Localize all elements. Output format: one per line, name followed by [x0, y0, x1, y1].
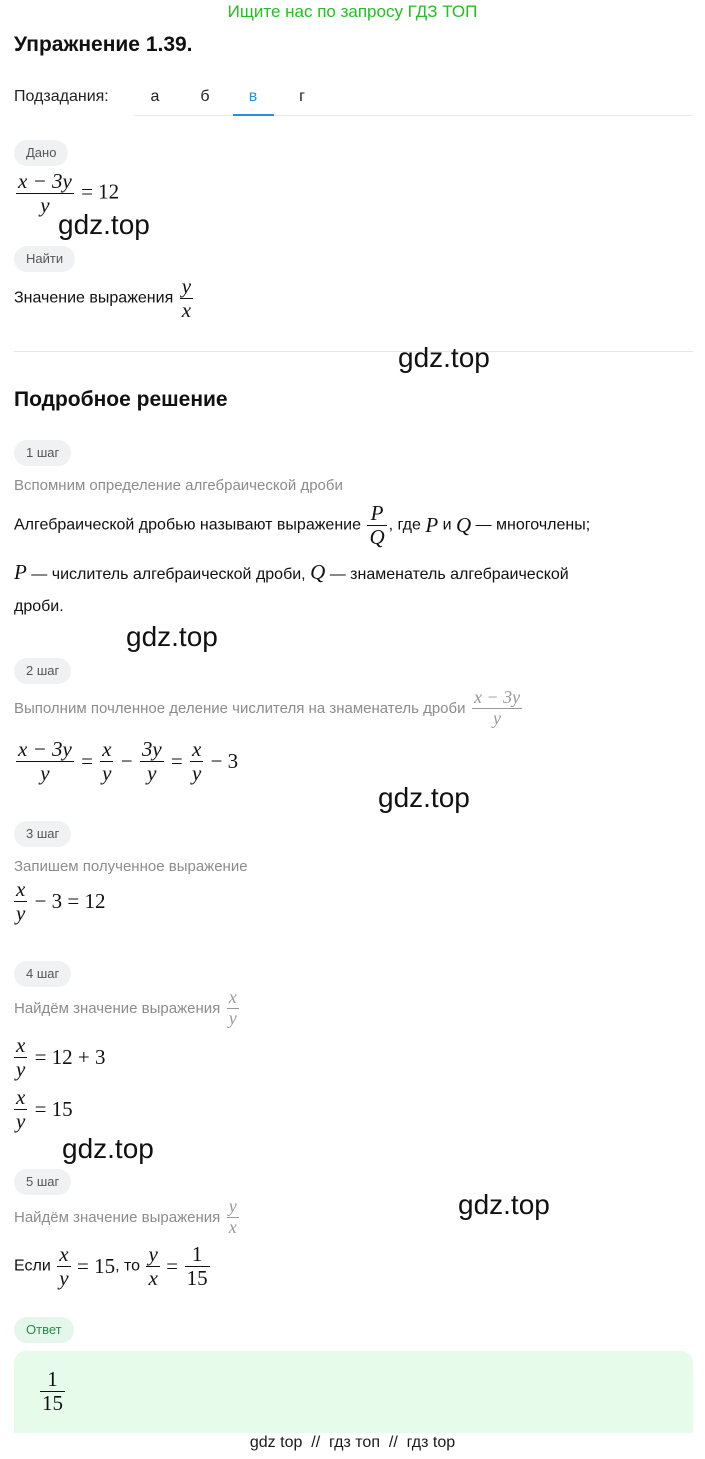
answer-box [14, 1351, 693, 1433]
step-5-badge: 5 шаг [14, 1169, 71, 1195]
step-1-line-2: P — числитель алгебраической дроби, Q — знаменатель алгебраической [14, 560, 569, 584]
page-title: Упражнение 1.39. [14, 33, 193, 56]
step-5-heading: Найдём значение выражения $\frac{y}{x}$ [14, 1196, 237, 1237]
watermark: gdz.top [398, 342, 490, 373]
step-2-heading: Выполним почленное деление числителя на знаменатель дроби $\frac{x - 3y}{y}$ [14, 687, 521, 728]
step-1-badge: 1 шаг [14, 440, 71, 466]
given-equation: $\frac{x - 3y}{y}$ = 12 [18, 169, 120, 218]
step-4-line-1: $\frac{x}{y}$ = 12 + 3 [16, 1033, 106, 1082]
step-1-definition: Алгебраической дробью называют выражение $\frac{P}{Q}$ , где P и Q — многочлены; [14, 501, 591, 550]
tabs-divider [134, 115, 693, 116]
step-5-equation: Если $\frac{x}{y}$ = 15, то $\frac{y}{x}$ = $\frac{1}{15}$ [14, 1242, 208, 1291]
watermark: gdz.top [126, 621, 218, 652]
tab-g[interactable]: г [299, 88, 305, 105]
tab-a[interactable]: а [150, 88, 160, 105]
footer-links: gdz top // гдз топ // гдз top [249, 1434, 456, 1451]
watermark: gdz.top [378, 782, 470, 813]
tab-b[interactable]: б [200, 88, 210, 105]
step-2-equation: $\frac{x - 3y}{y}$ = $\frac{x}{y}$ − $\frac{3y}{y}$ = $\frac{x}{y}$ − 3 [18, 737, 239, 786]
step-1-line-3: дроби. [14, 598, 64, 615]
step-3-heading: Запишем полученное выражение [14, 858, 248, 875]
step-4-heading: Найдём значение выражения $\frac{x}{y}$ [14, 987, 237, 1028]
step-1-heading: Вспомним определение алгебраической дроби [14, 477, 343, 494]
watermark: gdz.top [62, 1133, 154, 1164]
given-badge: Дано [14, 140, 68, 166]
step-3-equation: $\frac{x}{y}$ − 3 = 12 [16, 877, 106, 926]
watermark: gdz.top [458, 1189, 550, 1220]
promo-banner: Ищите нас по запросу ГДЗ ТОП [227, 2, 478, 21]
find-line: Значение выражения $\frac{y}{x}$ [14, 274, 192, 323]
answer-value: $\frac{1}{15}$ [42, 1367, 63, 1416]
find-badge: Найти [14, 246, 75, 272]
step-4-badge: 4 шаг [14, 961, 71, 987]
step-2-badge: 2 шаг [14, 658, 71, 684]
solution-title: Подробное решение [14, 388, 228, 411]
active-tab-indicator [233, 114, 274, 116]
answer-badge: Ответ [14, 1317, 74, 1343]
section-divider [14, 351, 693, 352]
step-4-line-2: $\frac{x}{y}$ = 15 [16, 1085, 73, 1134]
tab-v[interactable]: в [248, 88, 258, 105]
subtasks-label: Подзадания: [14, 88, 109, 105]
step-3-badge: 3 шаг [14, 821, 71, 847]
watermark: gdz.top [58, 209, 150, 240]
